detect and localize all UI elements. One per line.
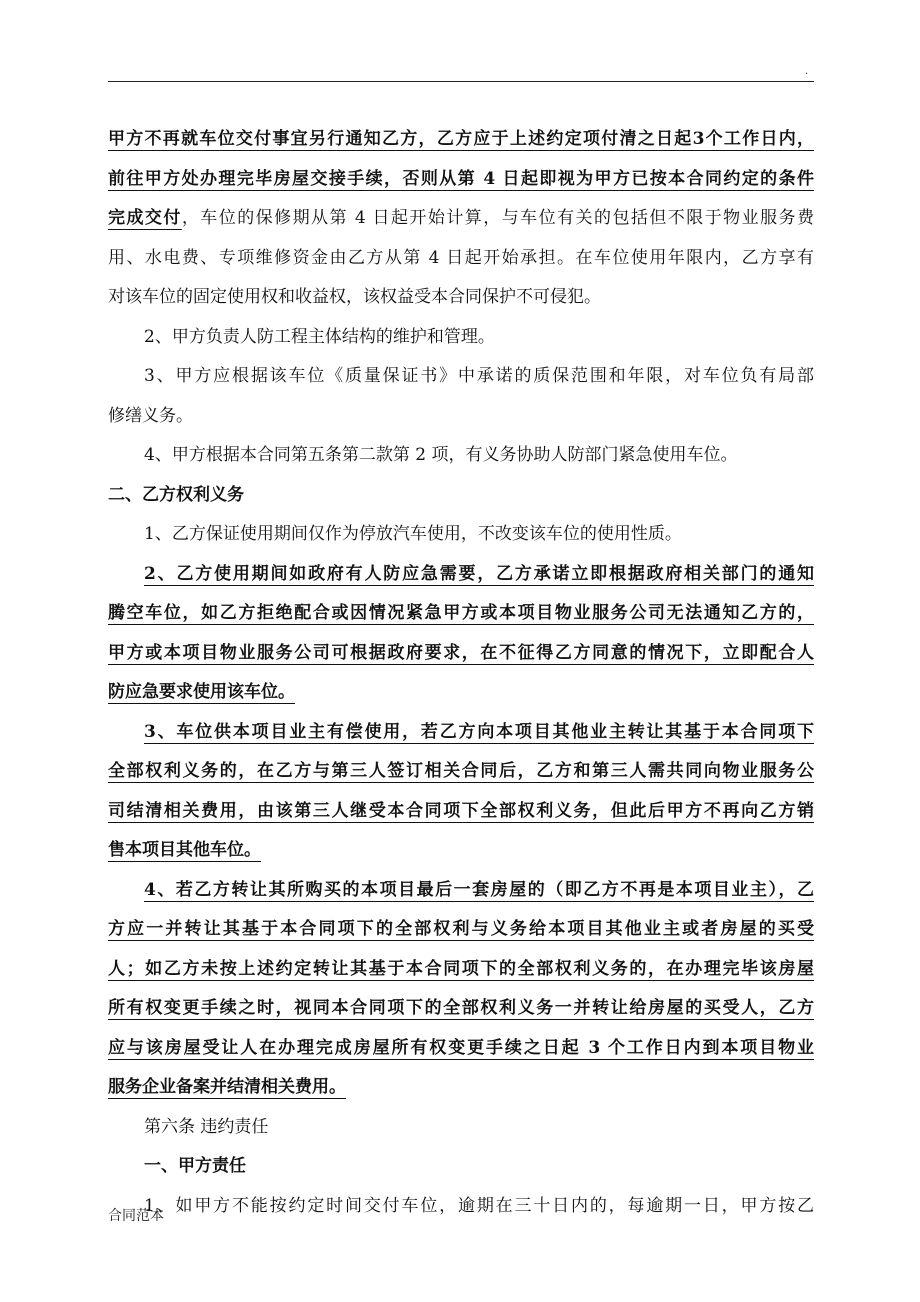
text-line bbox=[108, 634, 814, 674]
text-line-content: 1、如甲方不能按约定时间交付车位，逾期在三十日内的，每逾期一日，甲方按乙 bbox=[144, 1195, 814, 1216]
text-line-content: 方应一并转让其基于本合同项下的全部权利与义务给本项目其他业主或者房屋的买受 bbox=[108, 919, 814, 939]
text-line-content: 甲方或本项目物业服务公司可根据政府要求，在不征得乙方同意的情况下，立即配合人 bbox=[108, 642, 814, 663]
text-line-content: 2、乙方使用期间如政府有人防应急需要，乙方承诺立即根据政府相关部门的通知 bbox=[144, 563, 814, 584]
text-line-content: 防应急要求使用该车位。 bbox=[108, 682, 295, 702]
text-line bbox=[108, 989, 814, 1029]
text-line-content: 4、若乙方转让其所购买的本项目最后一套房屋的（即乙方不再是本项目业主），乙 bbox=[144, 879, 814, 900]
text-line bbox=[108, 871, 814, 911]
text-line-content: 修缮义务。 bbox=[108, 405, 193, 426]
text-line bbox=[108, 594, 814, 634]
text-line bbox=[108, 831, 814, 871]
header-dot: . bbox=[805, 66, 809, 77]
text-line-content: 售本项目其他车位。 bbox=[108, 840, 261, 860]
text-line-content: 应与该房屋受让人在办理完成房屋所有权变更手续之日起 3 个工作日内到本项目物业 bbox=[108, 1037, 814, 1058]
text-line bbox=[108, 673, 814, 713]
text-line bbox=[108, 476, 814, 516]
text-line bbox=[108, 436, 814, 476]
text-line bbox=[108, 397, 814, 437]
text-line bbox=[108, 515, 814, 555]
text-line-content: 4、甲方根据本合同第五条第二款第 2 项，有义务协助人防部门紧急使用车位。 bbox=[144, 445, 738, 465]
text-line-content: 全部权利义务的，在乙方与第三人签订相关合同后，乙方和第三人需共同向物业服务公 bbox=[108, 761, 814, 781]
text-line-content: 3、甲方应根据该车位《质量保证书》中承诺的质保范围和年限，对车位负有局部 bbox=[144, 366, 814, 386]
document-body bbox=[108, 120, 814, 1226]
text-line-content: 对该车位的固定使用权和收益权，该权益受本合同保护不可侵犯。 bbox=[108, 287, 601, 307]
text-line-content: 3、车位供本项目业主有偿使用，若乙方向本项目其他业主转让其基于本合同项下 bbox=[144, 721, 814, 742]
text-line bbox=[108, 752, 814, 792]
text-line bbox=[108, 713, 814, 753]
text-line bbox=[108, 278, 814, 318]
text-line bbox=[108, 1029, 814, 1069]
text-line bbox=[108, 199, 814, 239]
text-line-rest: ，车位的保修期从第 4 日起开始计算，与车位有关的包括但不限于物业服务费 bbox=[181, 208, 815, 228]
text-line bbox=[108, 357, 814, 397]
text-line bbox=[108, 1068, 814, 1108]
text-line bbox=[108, 792, 814, 832]
text-line-content: 一、甲方责任 bbox=[144, 1156, 246, 1176]
text-line-content: 1、乙方保证使用期间仅作为停放汽车使用，不改变该车位的使用性质。 bbox=[144, 524, 682, 544]
text-line bbox=[108, 239, 814, 279]
header-rule bbox=[108, 81, 814, 82]
text-line-emphasis: 完成交付 bbox=[108, 208, 182, 228]
text-line bbox=[108, 1147, 814, 1187]
text-line-content: 司结清相关费用，由该第三人继受本合同项下全部权利义务，但此后甲方不再向乙方销 bbox=[108, 800, 814, 821]
text-line-content: 前往甲方处办理完毕房屋交接手续，否则从第 4 日起即视为甲方已按本合同约定的条件 bbox=[108, 168, 814, 189]
text-line-content: 腾空车位，如乙方拒绝配合或因情况紧急甲方或本项目物业服务公司无法通知乙方的， bbox=[108, 603, 814, 623]
text-line-content: 服务企业备案并结清相关费用。 bbox=[108, 1077, 346, 1097]
text-line bbox=[108, 555, 814, 595]
text-line-content: 用、水电费、专项维修资金由乙方从第 4 日起开始承担。在车位使用年限内，乙方享有 bbox=[108, 247, 814, 268]
text-line bbox=[108, 950, 814, 990]
text-line bbox=[108, 318, 814, 358]
footer-label: 合同范本 bbox=[108, 1208, 164, 1224]
text-line bbox=[108, 160, 814, 200]
text-line bbox=[108, 120, 814, 160]
text-line-content: 甲方不再就车位交付事宜另行通知乙方，乙方应于上述约定项付清之日起3个工作日内， bbox=[108, 129, 814, 149]
text-line-content: 第六条 违约责任 bbox=[144, 1116, 269, 1137]
text-line bbox=[108, 1187, 814, 1227]
text-line-content: 所有权变更手续之时，视同本合同项下的全部权利义务一并转让给房屋的买受人，乙方 bbox=[108, 998, 814, 1018]
text-line bbox=[108, 1108, 814, 1148]
text-line-content: 二、乙方权利义务 bbox=[108, 484, 244, 505]
text-line bbox=[108, 910, 814, 950]
text-line-content: 人；如乙方未按上述约定转让其基于本合同项下的全部权利义务的，在办理完毕该房屋 bbox=[108, 958, 814, 979]
text-line-content: 2、甲方负责人防工程主体结构的维护和管理。 bbox=[144, 326, 495, 347]
